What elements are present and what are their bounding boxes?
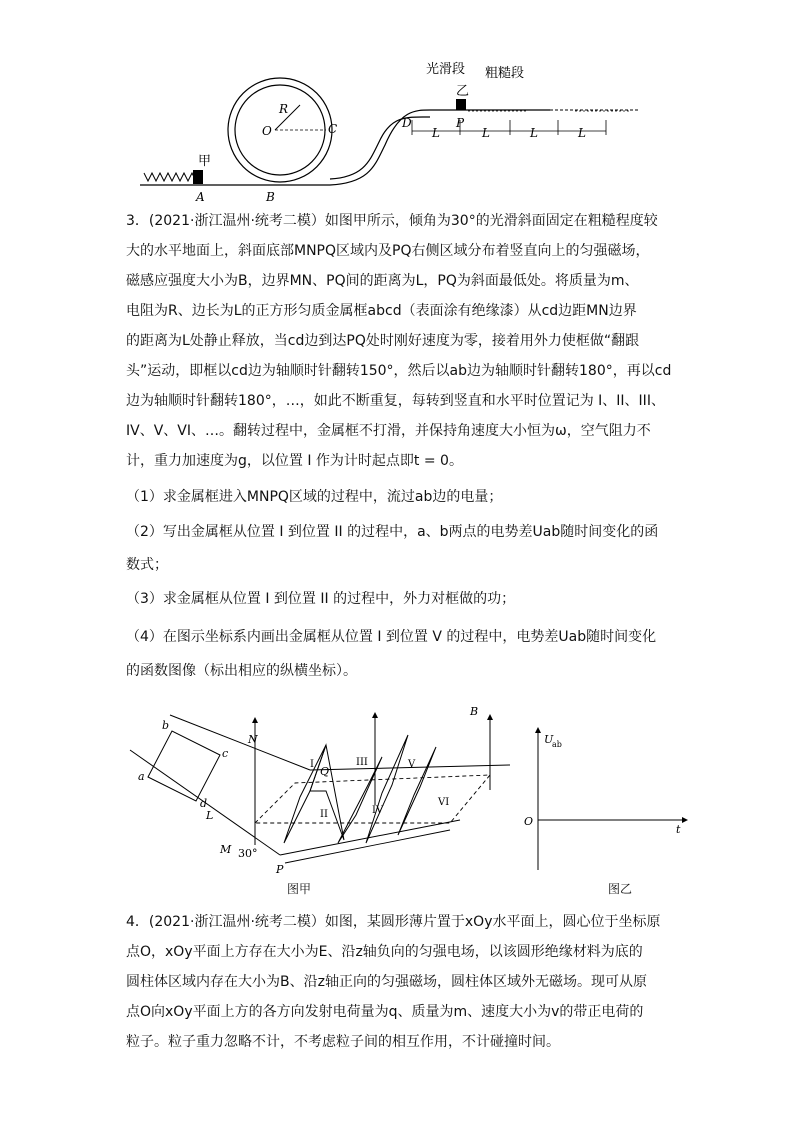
fig2-label-N: N [248,733,258,746]
label-A: A [196,190,205,204]
label-D: D [402,116,412,130]
fig2-label-M: M [220,843,232,856]
label-yi: 乙 [456,84,470,99]
fig2-label-d: d [200,797,208,810]
axis-U: U [544,733,554,746]
question-4: （4）在图示坐标系内画出金属框从位置 I 到位置 V 的过程中，电势差Uab随时间变化 [126,629,657,645]
problem3-line: 边为轴顺时针翻转180°，…，如此不断重复，每转到竖直和水平时位置记为 I、II、III、 [126,393,665,409]
problem-3 [126,206,686,686]
problem3-line: 电阻为R、边长为L的正方形匀质金属框abcd（表面涂有绝缘漆）从cd边距MN边界 [126,303,637,319]
label-L-3: L [530,126,538,140]
axis-U-sub: ab [552,740,562,749]
roman-III: III [356,757,368,768]
roman-VI: VI [438,797,450,808]
roman-II: II [320,809,328,820]
label-O: O [262,124,272,138]
roman-I: I [310,759,314,770]
label-B: B [266,190,275,204]
figure-loop-track [130,55,650,205]
problem3-line: IV、V、VI、…。翻转过程中，金属框不打滑，并保持角速度大小恒为ω，空气阻力不 [126,423,651,439]
problem4-line: 点O向xOy平面上方的各方向发射电荷量为q、质量为m、速度大小为v的带正电荷的 [126,1004,644,1020]
problem3-line: 计，重力加速度为g，以位置 I 作为计时起点即t = 0。 [126,453,463,469]
problem3-line: 头”运动，即框以cd边为轴顺时针翻转150°，然后以ab边为轴顺时针翻转180°，再以cd [126,363,672,379]
label-C: C [328,122,338,136]
label-R: R [279,102,289,116]
roman-IV: IV [372,805,384,816]
axis-O: O [524,815,534,828]
fig2-label-Q: Q [320,765,330,778]
caption-fig-yi: 图乙 [608,882,633,896]
roman-V: V [408,759,416,770]
caption-fig-jia: 图甲 [287,882,312,896]
label-L-2: L [482,126,490,140]
problem4-line: 点O，xOy平面上方存在大小为E、沿z轴负向的匀强电场，以该圆形绝缘材料为底的 [126,944,643,960]
figure-flipping-frame [120,695,690,895]
problem3-line: 磁感应强度大小为B，边界MN、PQ间的距离为L，PQ为斜面最低处。将质量为m、 [126,273,639,289]
problem4-line: 圆柱体区域内存在大小为B、沿z轴正向的匀强磁场，圆柱体区域外无磁场。现可从原 [126,974,647,990]
fig2-angle: 30° [238,847,258,860]
fig2-label-B: B [470,705,479,718]
problem3-line: 3．(2021·浙江温州·统考二模）如图甲所示，倾角为30°的光滑斜面固定在粗糙程度较 [126,213,658,229]
label-jia: 甲 [198,154,212,169]
question-3: （3）求金属框从位置 I 到位置 II 的过程中，外力对框做的功； [126,591,516,607]
fig2-label-c: c [222,747,229,760]
question-4-cont: 的函数图像（标出相应的纵横坐标）。 [126,663,357,679]
fig2-label-a: a [138,770,145,783]
label-smooth: 光滑段 [426,62,466,77]
fig2-label-b: b [162,719,170,732]
problem3-line: 大的水平地面上，斜面底部MNPQ区域内及PQ右侧区域分布着竖直向上的匀强磁场， [126,243,650,259]
label-L-4: L [578,126,586,140]
question-2-cont: 数式； [126,557,168,573]
label-rough: 粗糙段 [485,66,525,81]
axis-t: t [676,823,681,836]
fig2-label-L: L [206,809,214,822]
label-L-1: L [432,126,440,140]
problem-4 [126,907,686,1057]
question-2: （2）写出金属框从位置 I 到位置 II 的过程中，a、b两点的电势差Uab随时间变化的函 [126,524,659,540]
fig2-label-P: P [276,863,284,876]
problem4-line: 粒子。粒子重力忽略不计，不考虑粒子间的相互作用，不计碰撞时间。 [126,1034,560,1050]
problem3-line: 的距离为L处静止释放，当cd边到达PQ处时刚好速度为零，接着用外力使框做“翻跟 [126,333,640,349]
question-1: （1）求金属框进入MNPQ区域的过程中，流过ab边的电量； [126,489,503,505]
label-P: P [456,116,465,130]
problem4-line: 4．(2021·浙江温州·统考二模）如图，某圆形薄片置于xOy水平面上，圆心位于坐标原 [126,914,661,930]
